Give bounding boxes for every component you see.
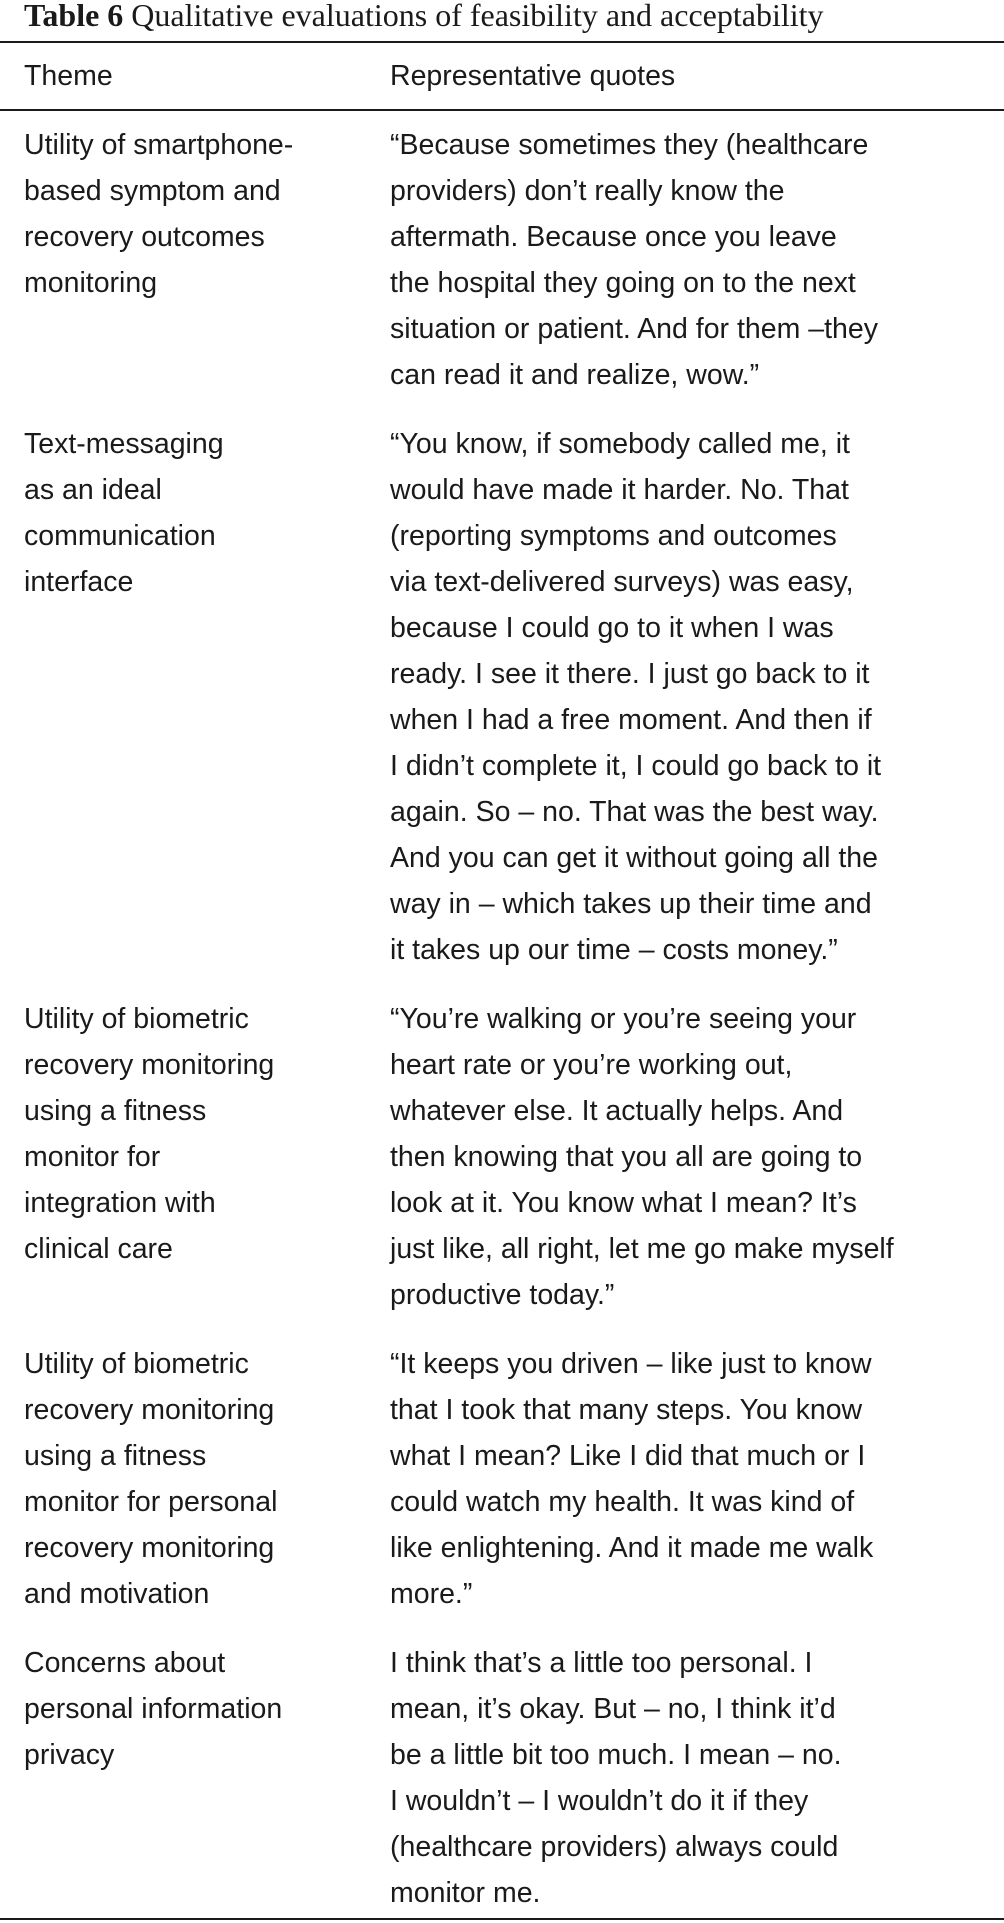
table-row-theme: Utility of smartphone- based symptom and recovery outcomes monitoring [24, 129, 294, 299]
table-row-theme: Concerns about personal information privacy [24, 1647, 283, 1771]
table-caption-label: Table 6 [24, 0, 124, 33]
table-row-theme: Text-messaging as an ideal communication interface [24, 428, 224, 598]
table-header-rule [0, 109, 1004, 111]
table-row-quote: I think that’s a little too personal. I mean, it’s okay. But – no, I think it’d be a little bit too much. I mean – no. I wouldn’t – I wouldn’t do it if they (healthcare providers) always could monitor me. [390, 1647, 842, 1909]
table-row-quote: “You know, if somebody called me, it would have made it harder. No. That (reporting symptoms and outcomes via text-delivered surveys) was easy, because I could go to it when I was ready. I see it there. I just go back to it when I had a free moment. And then if I didn’t complete it, I could go back to it again. So – no. That was the best way. And you can get it without going all the way in – which takes up their time and it takes up our time – costs money.” [390, 428, 882, 966]
table-caption-text: Qualitative evaluations of feasibility and acceptability [123, 0, 824, 33]
table-row-theme: Utility of biometric recovery monitoring using a fitness monitor for personal recovery monitoring and motivation [24, 1348, 278, 1610]
table-row-quote: “Because sometimes they (healthcare providers) don’t really know the aftermath. Because once you leave the hospital they going on to the next situation or patient. And for them –they can read it and realize, wow.” [390, 129, 878, 391]
table-row-quote: “It keeps you driven – like just to know that I took that many steps. You know what I mean? Like I did that much or I could watch my health. It was kind of like enlightening. And it made me walk more.” [390, 1348, 874, 1610]
table-row-quote: “You’re walking or you’re seeing your heart rate or you’re working out, whatever else. It actually helps. And then knowing that you all are going to look at it. You know what I mean? It’s just like, all right, let me go make myself productive today.” [390, 1003, 894, 1311]
column-header-quotes: Representative quotes [390, 60, 676, 92]
table-row-theme: Utility of biometric recovery monitoring using a fitness monitor for integration with clinical care [24, 1003, 275, 1265]
column-header-theme: Theme [24, 60, 113, 92]
table-top-rule [0, 41, 1004, 43]
table-bottom-rule [0, 1918, 1004, 1920]
table-caption [24, 0, 824, 34]
